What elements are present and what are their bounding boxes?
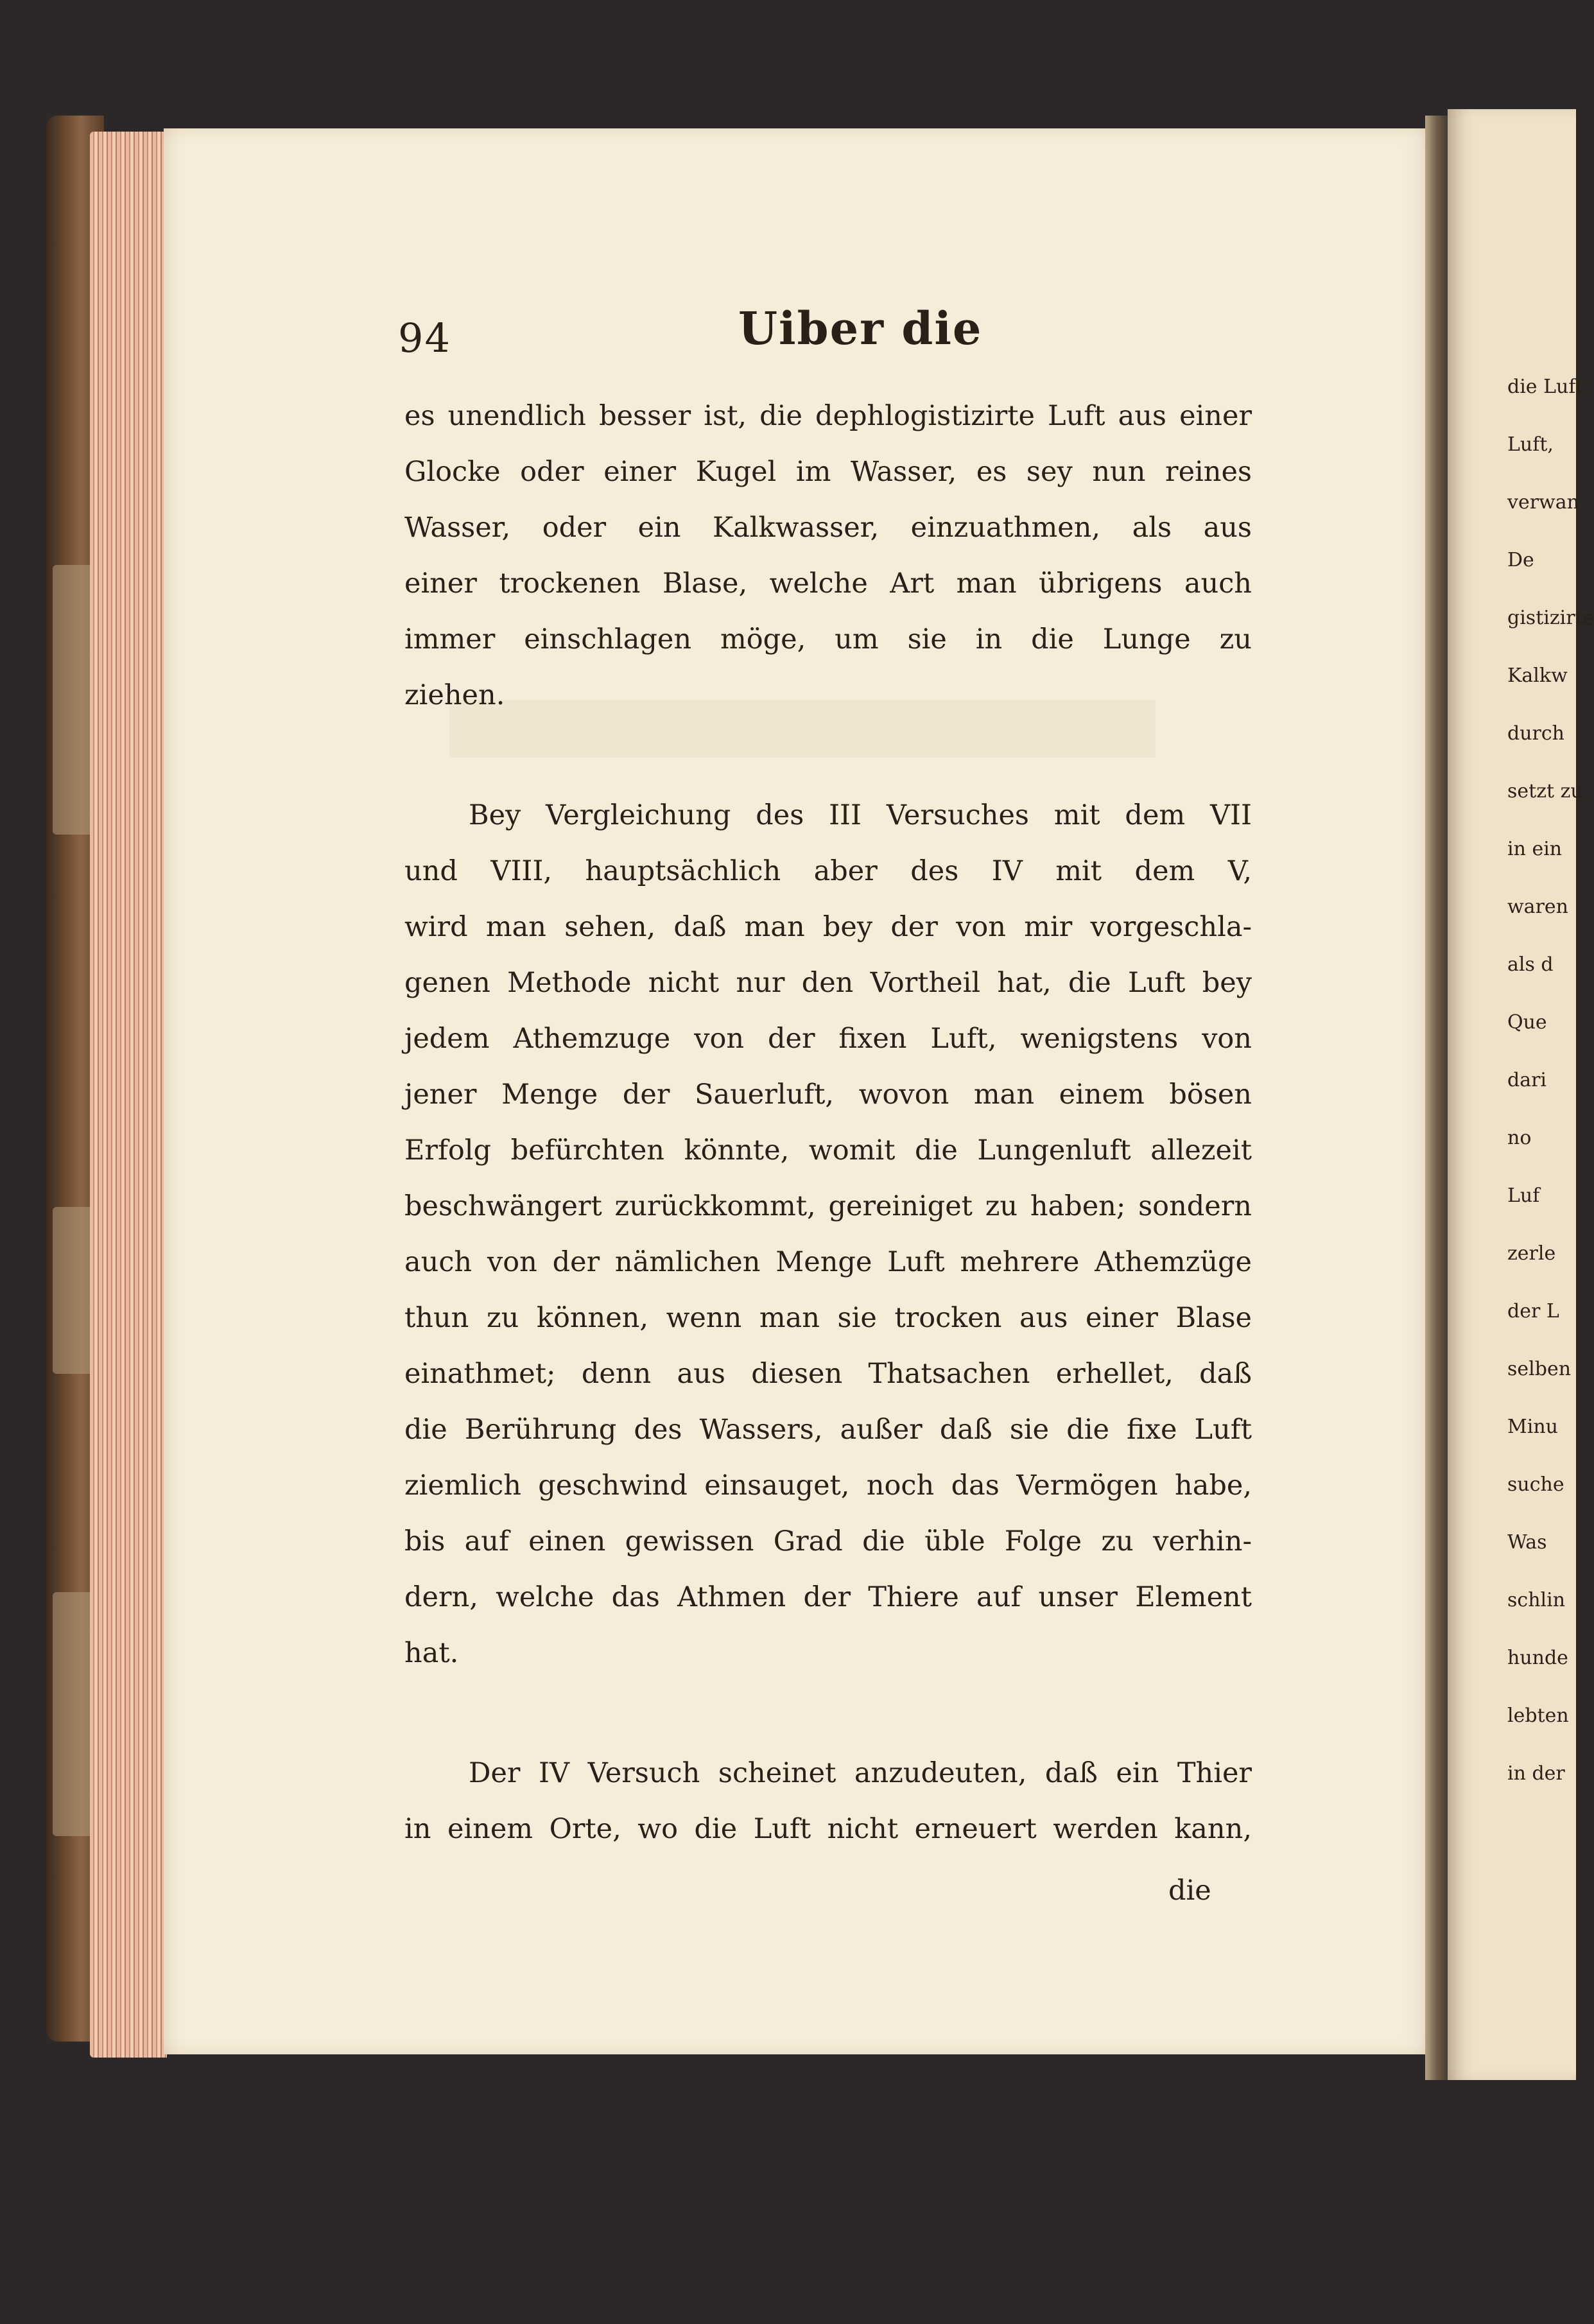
text-line: einer trockenen Blase, welche Art man übrigens auch — [404, 568, 1252, 600]
text-line: Wasser, oder ein Kalkwasser, einzuathmen, als aus — [404, 512, 1252, 544]
text-line: und VIII, hauptsächlich aber des IV mit dem V, — [404, 855, 1252, 887]
paragraph-gap — [404, 1681, 1252, 1746]
text-line: es unendlich besser ist, die dephlogistizirte Luft aus einer — [404, 400, 1252, 432]
page-edges — [90, 132, 167, 2058]
text-line: wird man sehen, daß man bey der von mir vorgeschla- — [404, 911, 1252, 943]
text-line: einathmet; denn aus diesen Thatsachen erhellet, daß — [404, 1358, 1252, 1390]
facing-line: zerle — [1507, 1242, 1556, 1265]
facing-line: in ein — [1507, 838, 1563, 860]
facing-line: durch — [1507, 722, 1564, 745]
facing-line: Que — [1507, 1011, 1547, 1034]
facing-line: Was — [1507, 1531, 1547, 1554]
paragraph — [404, 1746, 1252, 1857]
facing-line: verwan — [1507, 491, 1579, 514]
text-line: ziemlich geschwind einsauget, noch das Vermögen habe, — [404, 1470, 1252, 1502]
text-line: beschwängert zurückkommt, gereiniget zu haben; sondern — [404, 1190, 1252, 1222]
facing-line: Kalkw — [1507, 664, 1568, 687]
running-title: Uiber die — [738, 302, 983, 355]
text-line: die Berührung des Wassers, außer daß sie die fixe Luft — [404, 1414, 1252, 1446]
text-line: ziehen. — [404, 679, 505, 711]
facing-line: als d — [1507, 953, 1554, 976]
facing-line: suche — [1507, 1473, 1564, 1496]
text-line: jener Menge der Sauerluft, wovon man einem bösen — [404, 1079, 1252, 1111]
facing-line: hunde — [1507, 1647, 1568, 1669]
facing-line: Luft, — [1507, 433, 1554, 456]
facing-line: lebten — [1507, 1704, 1569, 1727]
text-line: hat. — [404, 1637, 459, 1669]
page-body — [404, 388, 1252, 1857]
text-line: jedem Athemzuge von der fixen Luft, wenigstens von — [404, 1023, 1252, 1055]
text-line: bis auf einen gewissen Grad die üble Folge zu verhin- — [404, 1525, 1252, 1557]
text-line: auch von der nämlichen Menge Luft mehrere Athemzüge — [404, 1246, 1252, 1278]
facing-line: no — [1507, 1127, 1532, 1149]
facing-line: Luf — [1507, 1184, 1540, 1207]
paragraph-gap — [404, 724, 1252, 788]
text-line: genen Methode nicht nur den Vortheil hat, die Luft bey — [404, 967, 1252, 999]
paragraph — [404, 388, 1252, 724]
facing-line: schlin — [1507, 1589, 1566, 1611]
catchword: die — [1168, 1875, 1211, 1907]
paragraph — [404, 788, 1252, 1681]
facing-line: De — [1507, 549, 1534, 571]
page-number: 94 — [398, 315, 451, 361]
book-gutter — [1425, 116, 1451, 2080]
text-line: Bey Vergleichung des III Versuches mit dem VII — [469, 799, 1252, 831]
text-line: dern, welche das Athmen der Thiere auf unser Element — [404, 1581, 1252, 1613]
facing-line: die Luft — [1507, 376, 1584, 398]
facing-line: Minu — [1507, 1416, 1558, 1438]
facing-line: in der — [1507, 1762, 1565, 1785]
facing-page-text — [1507, 360, 1594, 1803]
page-header — [398, 302, 1258, 372]
facing-line: dari — [1507, 1069, 1547, 1091]
text-line: Glocke oder einer Kugel im Wasser, es sey nun reines — [404, 456, 1252, 488]
text-line: Erfolg befürchten könnte, womit die Lungenluft allezeit — [404, 1134, 1252, 1166]
text-line: immer einschlagen möge, um sie in die Lunge zu — [404, 623, 1252, 655]
facing-line: waren — [1507, 896, 1568, 918]
text-line: Der IV Versuch scheinet anzudeuten, daß ein Thier — [469, 1757, 1252, 1789]
facing-line: selben — [1507, 1358, 1572, 1380]
facing-line: gistizirte — [1507, 607, 1594, 629]
text-line: thun zu können, wenn man sie trocken aus einer Blase — [404, 1302, 1252, 1334]
facing-line: setzt zu — [1507, 780, 1583, 802]
facing-line: der L — [1507, 1300, 1559, 1322]
text-line: in einem Orte, wo die Luft nicht erneuert werden kann, — [404, 1813, 1252, 1845]
